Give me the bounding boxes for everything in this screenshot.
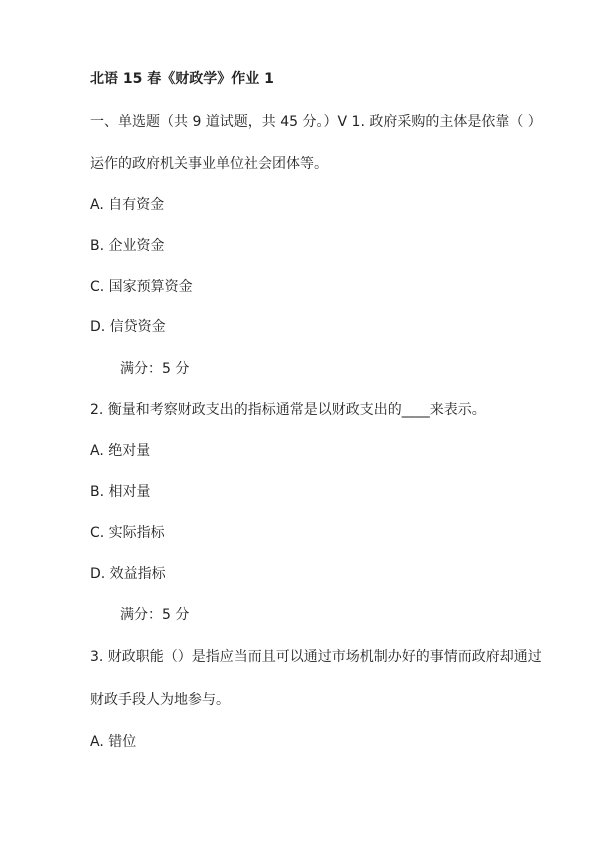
q3-option-a: A. 错位	[90, 734, 137, 750]
q1-option-a: A. 自有资金	[90, 197, 165, 213]
q2-option-a: A. 绝对量	[90, 443, 151, 459]
q2-score: 满分：5 分	[120, 607, 190, 623]
q1-option-b: B. 企业资金	[90, 238, 165, 254]
q1-option-d: D. 信贷资金	[90, 319, 166, 335]
question-2-stem: 2. 衡量和考察财政支出的指标通常是以财政支出的____来表示。	[90, 402, 486, 418]
question-1-continuation: 运作的政府机关事业单位社会团体等。	[90, 156, 328, 172]
document-title: 北语 15 春《财政学》作业 1	[90, 71, 274, 87]
q2-option-d: D. 效益指标	[90, 566, 166, 582]
question-3-stem-line-1: 3. 财政职能（）是指应当而且可以通过市场机制办好的事情而政府却通过	[90, 649, 542, 665]
q2-option-b: B. 相对量	[90, 484, 151, 500]
q1-option-c: C. 国家预算资金	[90, 279, 193, 295]
q2-option-c: C. 实际指标	[90, 525, 165, 541]
section-header: 一、单选题（共 9 道试题，共 45 分。）V 1. 政府采购的主体是依靠（ ）	[90, 114, 542, 130]
q1-score: 满分：5 分	[120, 361, 190, 377]
question-3-stem-line-2: 财政手段人为地参与。	[90, 692, 230, 708]
